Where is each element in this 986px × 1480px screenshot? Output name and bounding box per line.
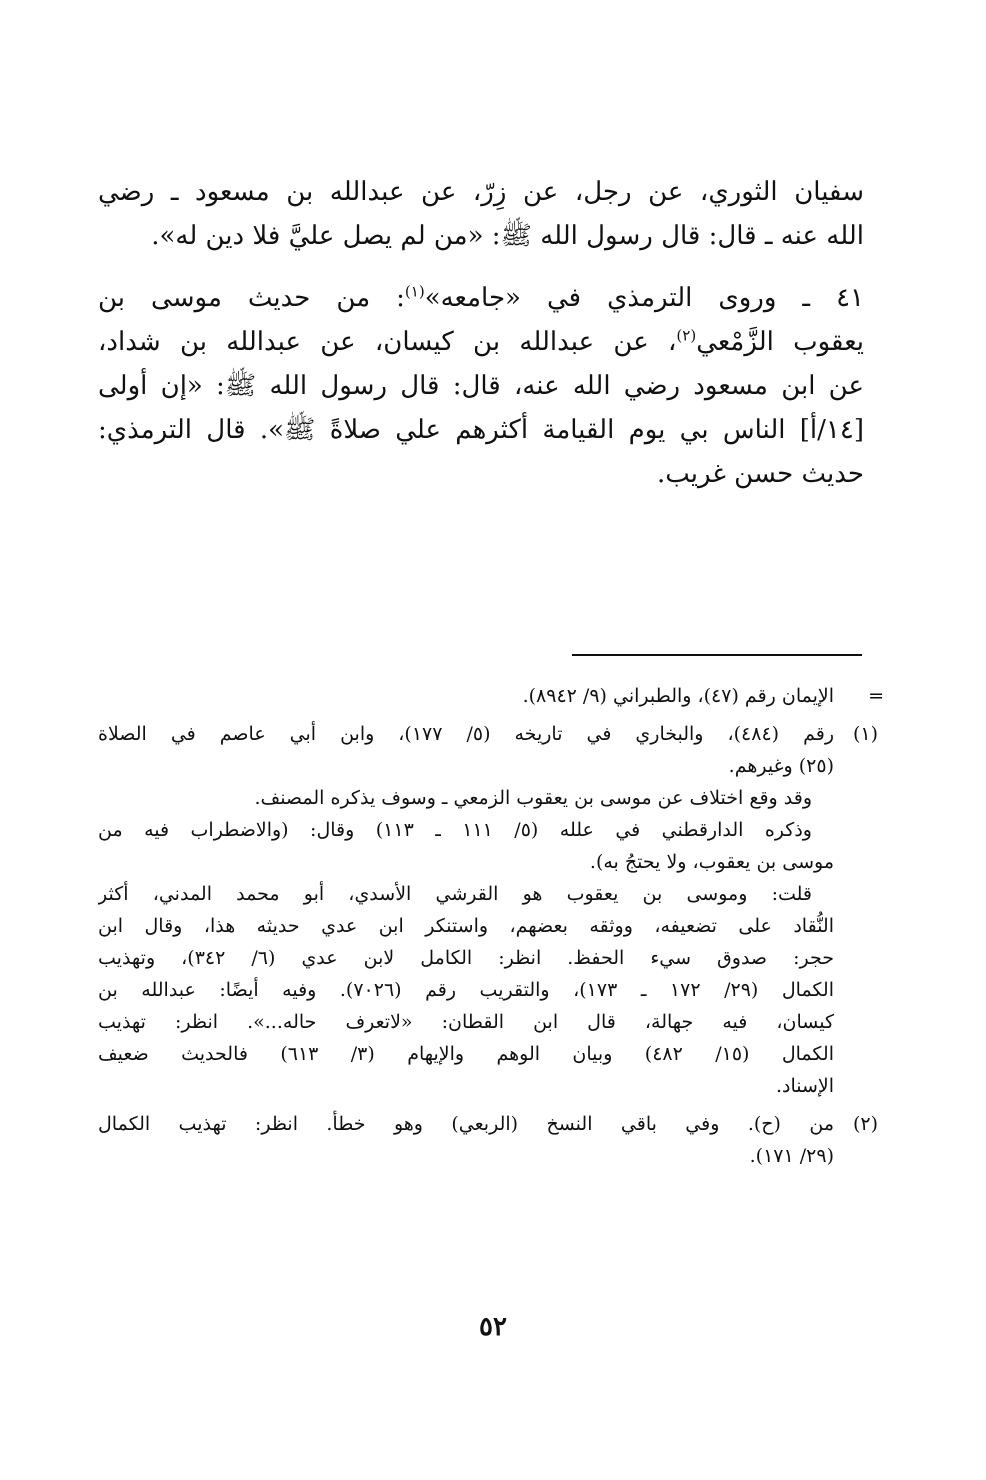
- text-line: [98, 276, 864, 320]
- footnote-line: (٢٥) وغيرهم.: [728, 755, 834, 777]
- footnote-line: من (ح). وفي باقي النسخ (الربعي) وهو خطأ. انظر: تهذيب الكمال: [98, 1113, 834, 1135]
- footnote-line: النُّقاد على تضعيفه، ووثقه بعضهم، واستنكر ابن عدي حديثه هذا، وقال ابن: [98, 915, 834, 937]
- footnote-1: [98, 718, 878, 1102]
- footnotes: [98, 680, 884, 1178]
- text-line: [١٤/أ] الناس بي يوم القيامة أكثرهم علي صلاةً ﷺ». قال الترمذي:: [98, 415, 864, 445]
- footnote-line: موسى بن يعقوب، ولا يحتجُ به).: [589, 851, 834, 873]
- text-line: عن ابن مسعود رضي الله عنه، قال: قال رسول الله ﷺ: «إن أولى: [98, 371, 864, 401]
- footnote-ref-2[interactable]: (٢): [676, 326, 697, 345]
- text-segment: ٤١ ـ وروى الترمذي في «جامعه»: [424, 283, 864, 313]
- text-segment: ، عن عبدالله بن كيسان، عن عبدالله بن شداد،: [98, 327, 677, 357]
- footnote-number: (٢): [852, 1113, 878, 1135]
- footnote-divider: [572, 654, 862, 656]
- footnote-line: رقم (٤٨٤)، والبخاري في تاريخه (٥/ ١٧٧)، وابن أبي عاصم في الصلاة: [98, 723, 834, 745]
- paragraph-1: [98, 170, 864, 258]
- text-line: سفيان الثوري، عن رجل، عن زِرّ، عن عبدالله بن مسعود ـ رضي: [98, 177, 864, 207]
- text-line: الله عنه ـ قال: قال رسول الله ﷺ: «من لم يصل عليَّ فلا دين له».: [151, 221, 864, 251]
- footnote-continuation: [98, 680, 884, 712]
- text-segment: : من حديث موسى بن: [98, 283, 405, 313]
- footnote-line: الكمال (١٥/ ٤٨٢) وبيان الوهم والإيهام (٣/ ٦١٣) فالحديث ضعيف: [98, 1043, 834, 1065]
- footnote-line: كيسان، فيه جهالة، قال ابن القطان: «لاتعرف حاله...». انظر: تهذيب: [98, 1011, 834, 1033]
- paragraph-2: [98, 276, 864, 496]
- text-line: حديث حسن غريب.: [656, 459, 864, 489]
- footnote-line: الإيمان رقم (٤٧)، والطبراني (٩/ ٨٩٤٢).: [522, 685, 834, 707]
- footnote-number: (١): [852, 723, 878, 745]
- main-text: [98, 170, 864, 496]
- footnote-line: الإسناد.: [775, 1075, 834, 1097]
- footnote-line: الكمال (٢٩/ ١٧٢ ـ ١٧٣)، والتقريب رقم (٧٠٢٦). وفيه أيضًا: عبدالله بن: [98, 979, 834, 1001]
- footnote-line: حجر: صدوق سيء الحفظ. انظر: الكامل لابن عدي (٦/ ٣٤٢)، وتهذيب: [98, 947, 834, 969]
- footnote-line: (٢٩/ ١٧١).: [749, 1145, 834, 1167]
- page-number: ٥٢: [479, 1312, 507, 1342]
- text-segment: يعقوب الزَّمْعي: [696, 327, 864, 357]
- footnote-ref-1[interactable]: (١): [404, 282, 425, 301]
- continuation-marker: =: [868, 685, 884, 707]
- footnote-line: وقد وقع اختلاف عن موسى بن يعقوب الزمعي ـ وسوف يذكره المصنف.: [254, 787, 812, 809]
- footnote-line: وذكره الدارقطني في علله (٥/ ١١١ ـ ١١٣) وقال: (والاضطراب فيه من: [98, 819, 812, 841]
- footnote-line: قلت: وموسى بن يعقوب هو القرشي الأسدي، أبو محمد المدني، أكثر: [98, 883, 812, 905]
- footnote-2: [98, 1108, 878, 1172]
- text-line: [98, 320, 864, 364]
